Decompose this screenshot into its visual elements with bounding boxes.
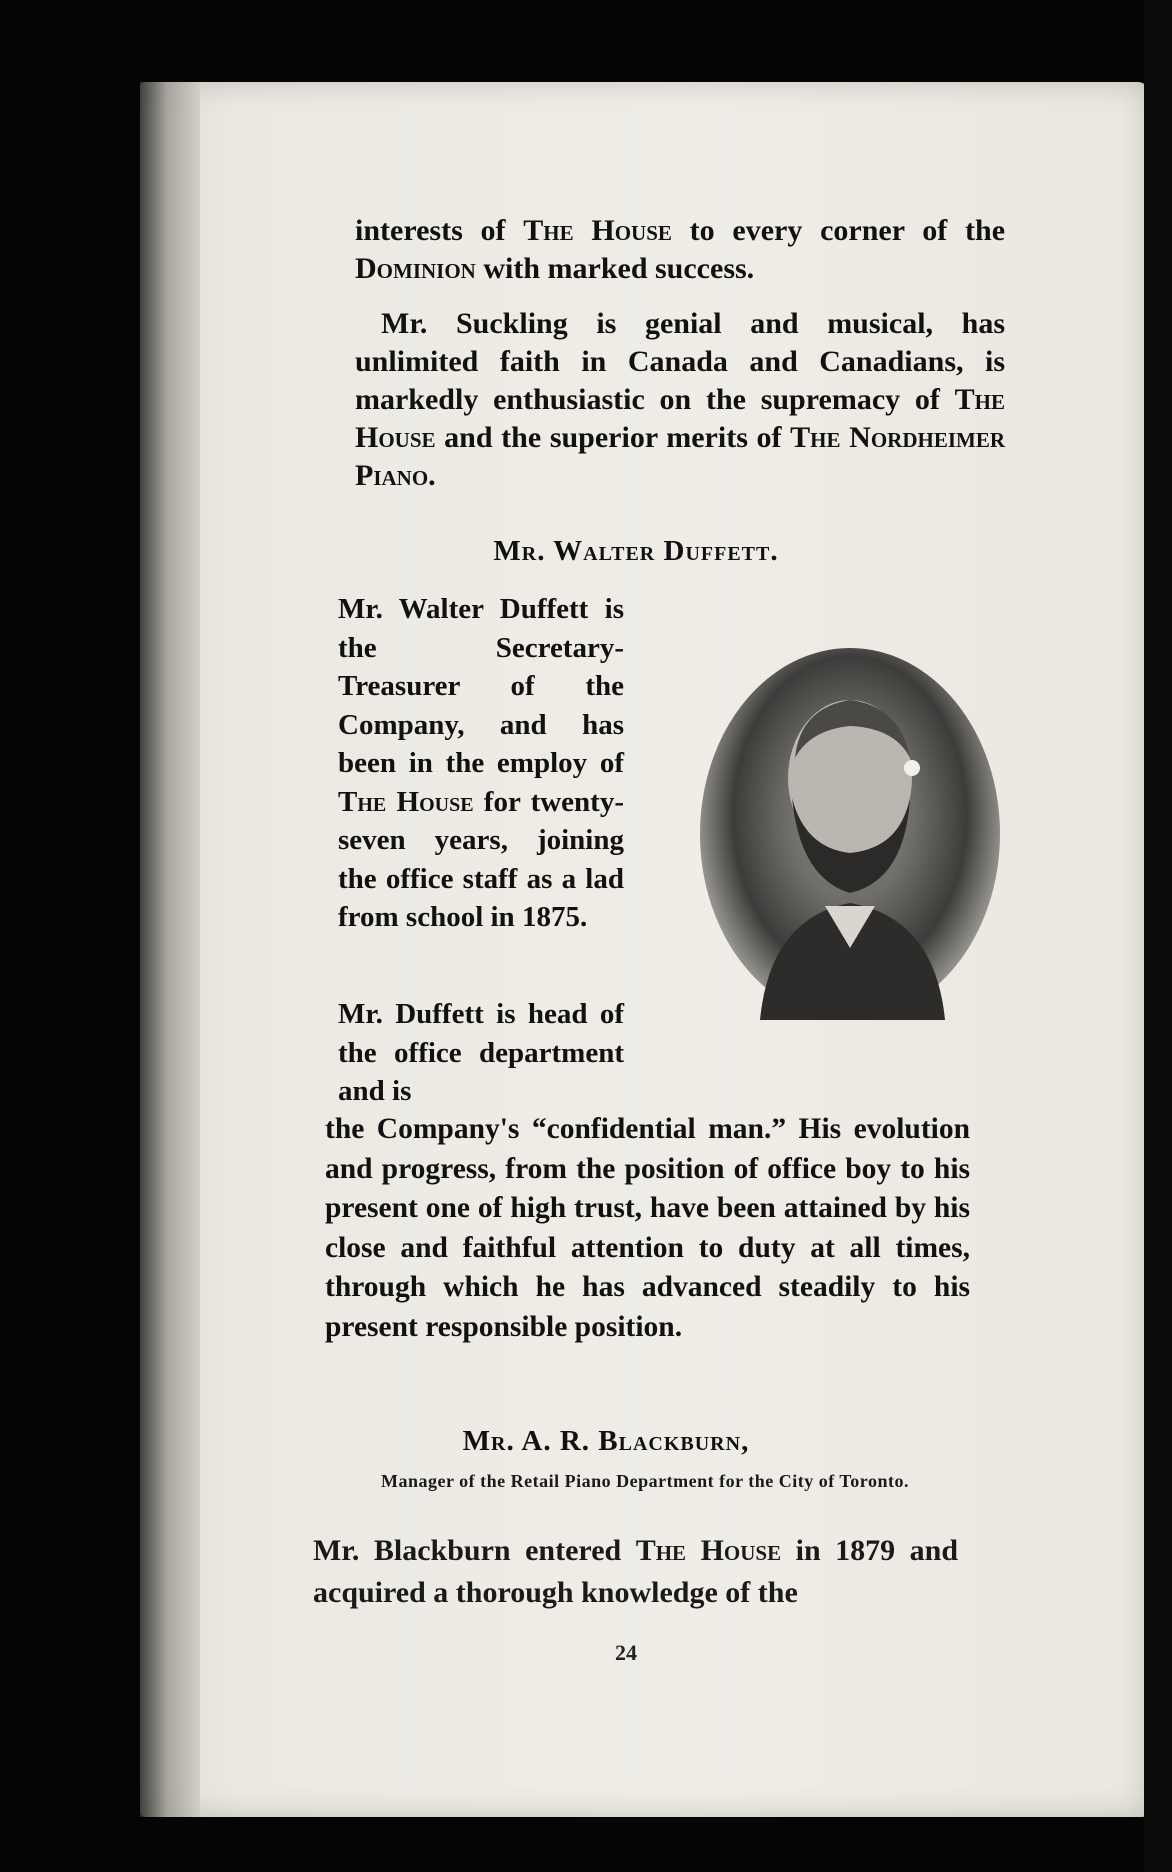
portrait-photo <box>700 648 1000 1020</box>
section-subheading-blackburn: Manager of the Retail Piano Department for the City of Toronto. <box>381 1471 909 1491</box>
paragraph-duffett-career: the Company's “confidential man.” His evolution and progress, from the position of office boy to his present one of high trust, have been attained by his close and faithful attention to duty at all times, through which he has advanced steadily to his present responsible position. <box>325 1113 970 1343</box>
paragraph-intro <box>355 212 1005 288</box>
text-run: with marked success. <box>475 252 755 285</box>
paragraph-blackburn <box>313 1530 958 1614</box>
text-run: in 1879 and acquired a thorough knowledge of the <box>313 1534 959 1609</box>
book-binding-shadow <box>140 82 200 1817</box>
text-run: Mr. Walter Duffett is the Secretary-Treasurer of the Company, and has been in the employ of <box>338 593 624 779</box>
page-edge <box>1144 0 1172 1872</box>
text-run: to every corner of the <box>671 214 1006 247</box>
text-run: for twenty-seven years, joining the office staff as a lad from school in 1875. <box>338 785 624 933</box>
text-run-smallcaps: The House <box>338 785 474 818</box>
text-run-smallcaps: The House <box>355 383 1005 454</box>
section-heading-duffett: Mr. Walter Duffett. <box>493 535 779 567</box>
section-heading-blackburn: Mr. A. R. Blackburn, <box>462 1425 750 1457</box>
paragraph-suckling <box>355 305 1005 495</box>
portrait-ear-highlight <box>904 760 920 776</box>
text-run-smallcaps: The House <box>523 214 672 247</box>
text-run: and the superior merits of <box>435 421 791 454</box>
text-run: interests of <box>355 214 524 247</box>
text-run-smallcaps: Dominion <box>355 252 476 285</box>
paragraph-duffett-column <box>338 590 624 937</box>
text-run: Mr. Blackburn entered <box>313 1534 636 1567</box>
text-run-smallcaps: The House <box>635 1534 782 1567</box>
page-number: 24 <box>615 1640 637 1665</box>
text-run: Mr. Suckling is genial and musical, has unlimited faith in Canada and Canadians, is markedly enthusiastic on the supremacy of <box>355 307 1005 416</box>
paragraph-duffett-role: Mr. Duffett is head of the office department and is <box>338 998 624 1107</box>
text-run: . <box>428 459 436 492</box>
portrait-illustration <box>700 648 1000 1020</box>
text-run-smallcaps: The Nordheimer Piano <box>355 421 1005 492</box>
